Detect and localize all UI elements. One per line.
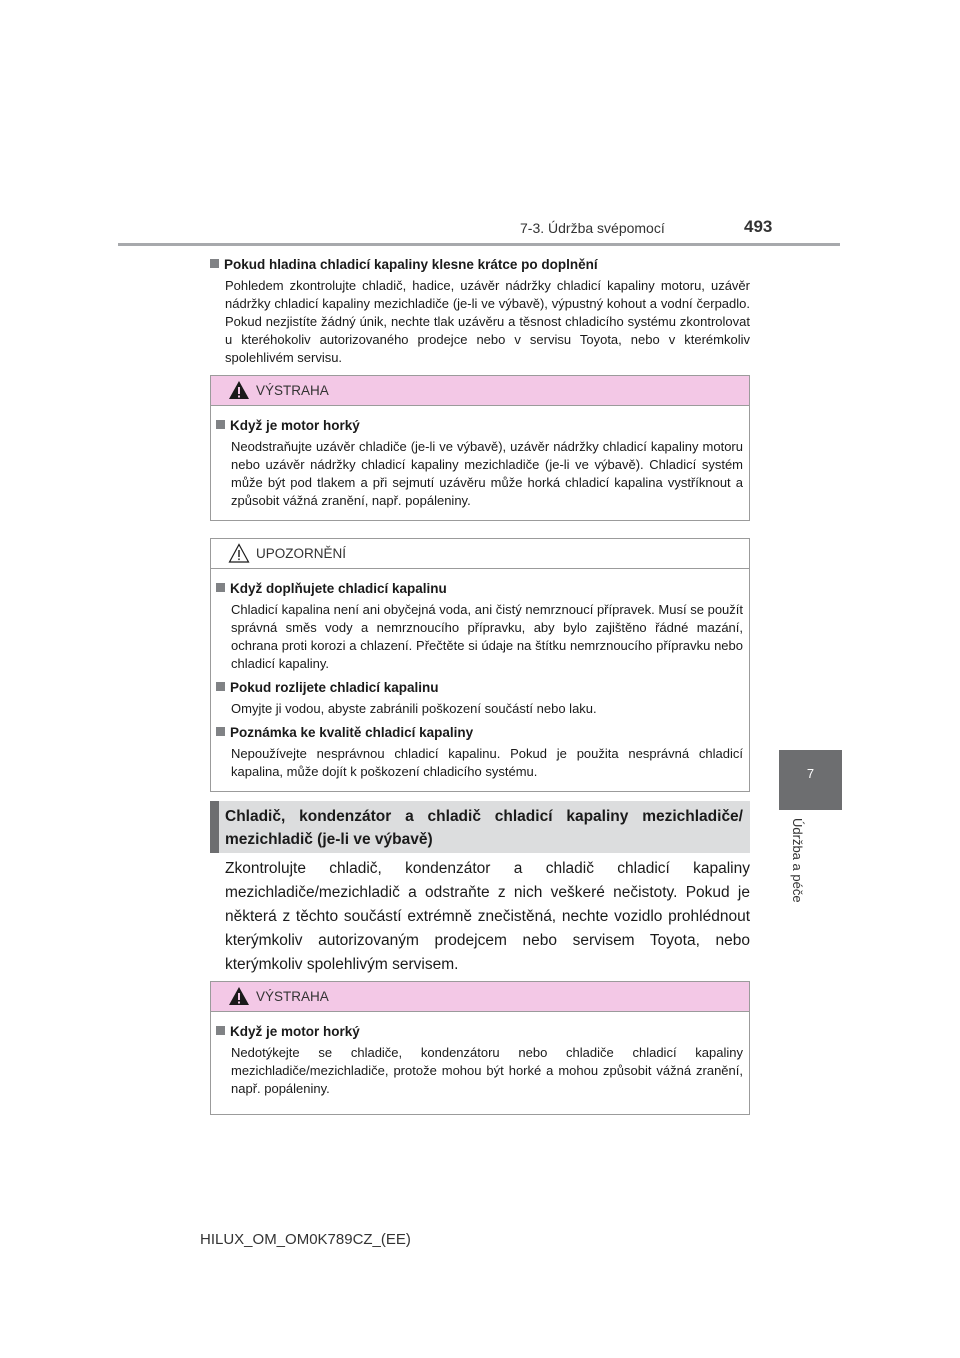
square-bullet-icon bbox=[216, 583, 225, 592]
section-text: Zkontrolujte chladič, kondenzátor a chladič chladicí kapaliny mezichladiče/mezichladič a odstraňte z nich veškeré nečistoty. Pokud je některá z těchto součástí extrémně znečistěná, nechte vozidlo prohlédnout kterýmkoliv autorizovaným prodejcem nebo servisem Toyota, nebo kterýmkoliv spolehlivým servisem. bbox=[225, 860, 750, 973]
item-heading bbox=[216, 724, 743, 742]
chapter-tab-number: 7 bbox=[806, 766, 815, 781]
item-heading bbox=[216, 580, 743, 598]
item-heading-text: Pokud hladina chladicí kapaliny klesne krátce po doplnění bbox=[224, 257, 598, 272]
notice-box-header bbox=[211, 539, 749, 569]
notice-item bbox=[216, 679, 743, 718]
section-heading-text: Chladič, kondenzátor a chladič chladicí kapaliny mezichladiče/ mezichladič (je-li ve výbavě) bbox=[225, 808, 743, 848]
warning-box-title: VÝSTRAHA bbox=[256, 989, 329, 1004]
item-heading-text: Pokud rozlijete chladicí kapalinu bbox=[230, 680, 439, 695]
warning-box bbox=[210, 981, 750, 1115]
item-heading-text: Poznámka ke kvalitě chladicí kapaliny bbox=[230, 725, 474, 740]
square-bullet-icon bbox=[216, 420, 225, 429]
notice-box bbox=[210, 538, 750, 792]
square-bullet-icon bbox=[210, 259, 219, 268]
caution-triangle-icon bbox=[228, 543, 250, 563]
item-heading bbox=[216, 1023, 743, 1041]
notice-item bbox=[216, 580, 743, 673]
warning-triangle-icon bbox=[228, 380, 250, 400]
chapter-tab-label: Údržba a péče bbox=[790, 818, 805, 903]
document-code: HILUX_OM_OM0K789CZ_(EE) bbox=[200, 1231, 411, 1248]
notice-box-title: UPOZORNĚNÍ bbox=[256, 546, 347, 561]
item-heading-text: Když je motor horký bbox=[230, 1024, 360, 1039]
warning-box bbox=[210, 375, 750, 521]
item-text: Nepoužívejte nesprávnou chladicí kapalinu. Pokud je použita nesprávná chladicí kapalina, může dojít k poškození chladicího systému. bbox=[231, 746, 743, 779]
item-heading-text: Když je motor horký bbox=[230, 418, 360, 433]
item-heading bbox=[216, 679, 743, 697]
square-bullet-icon bbox=[216, 1026, 225, 1035]
item-text: Pohledem zkontrolujte chladič, hadice, uzávěr nádržky chladicí kapaliny motoru, uzávěr nádržky chladicí kapaliny mezichladiče (je-li ve výbavě), výpustný kohout a vodní čerpadlo. Pokud nezjistíte žádný únik, nechte tlak uzávěru a těsnost chladicího systému zkontrolovat u kteréhokoliv autorizovaného prodejce nebo v servisu Toyota, nebo v kterémkoliv spolehlivém servisu. bbox=[225, 278, 750, 365]
warning-triangle-icon bbox=[228, 986, 250, 1006]
item-text: Nedotýkejte se chladiče, kondenzátoru nebo chladiče chladicí kapaliny mezichladiče/mezichladiče, protože mohou být horké a mohou způsobit vážná zranění, např. popáleniny. bbox=[231, 1045, 743, 1096]
coolant-level-item bbox=[210, 256, 750, 367]
warning-item bbox=[216, 1023, 743, 1098]
warning-box-title: VÝSTRAHA bbox=[256, 383, 329, 398]
notice-item bbox=[216, 724, 743, 781]
warning-box-header bbox=[211, 376, 749, 406]
header-divider bbox=[118, 243, 840, 246]
warning-item bbox=[216, 417, 743, 510]
item-heading-text: Když doplňujete chladicí kapalinu bbox=[230, 581, 447, 596]
section-heading-bar bbox=[210, 801, 219, 853]
item-text: Neodstraňujte uzávěr chladiče (je-li ve výbavě), uzávěr nádržky chladicí kapaliny motoru nebo uzávěr nádržky chladicí kapaliny mezichladiče (je-li ve výbavě). Chladicí systém může být pod tlakem a při sejmutí uzávěru může horká chladicí kapalina vystříknout a způsobit vážná zranění, např. popáleniny. bbox=[231, 439, 743, 508]
item-text: Chladicí kapalina není ani obyčejná voda, ani čistý nemrznoucí přípravek. Musí se použít správná směs vody a nemrznoucího přípravku, aby bylo zajištěno řádné mazání, ochrana proti korozi a chlazení. Přečtěte si údaje na štítku nemrznoucího přípravku nebo chladicí kapaliny. bbox=[231, 602, 743, 671]
item-heading bbox=[210, 256, 750, 274]
square-bullet-icon bbox=[216, 727, 225, 736]
section-title: 7-3. Údržba svépomocí bbox=[520, 220, 665, 236]
warning-box-header bbox=[211, 982, 749, 1012]
item-text: Omyjte ji vodou, abyste zabránili poškození součástí nebo laku. bbox=[231, 701, 597, 716]
item-heading bbox=[216, 417, 743, 435]
section-heading bbox=[210, 801, 750, 853]
square-bullet-icon bbox=[216, 682, 225, 691]
page-number: 493 bbox=[744, 217, 773, 236]
